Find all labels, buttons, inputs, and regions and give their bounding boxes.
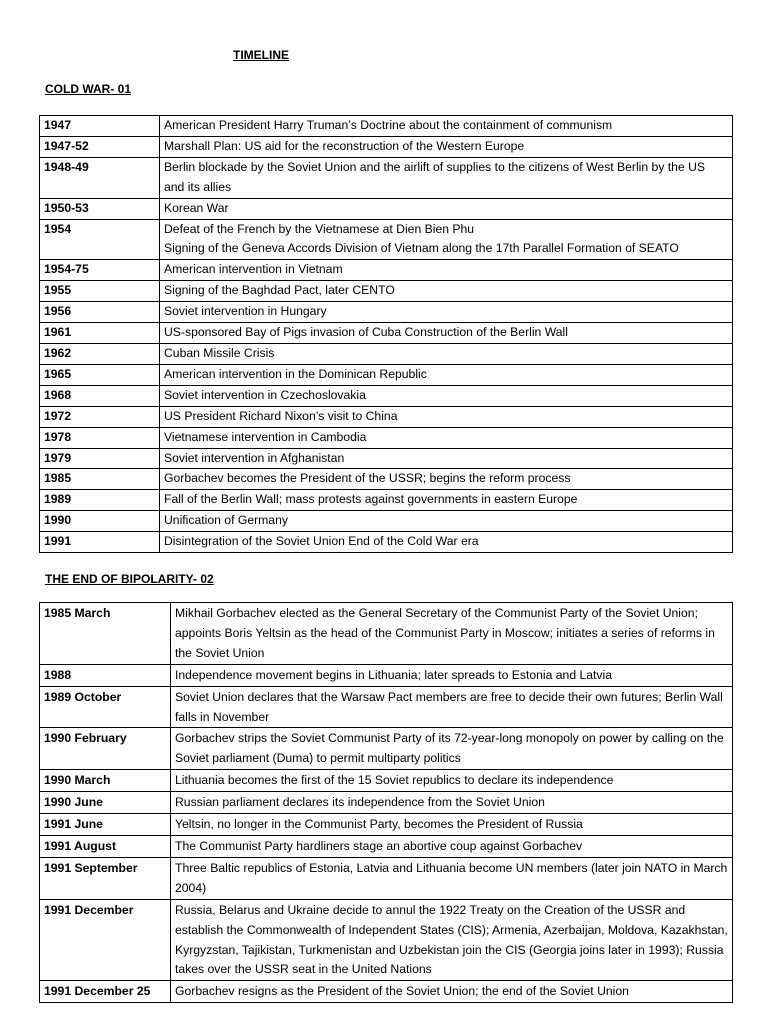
event-cell bbox=[160, 219, 733, 260]
year-cell: 1961 bbox=[40, 323, 160, 344]
event-cell: American intervention in Vietnam bbox=[160, 260, 733, 281]
table-row bbox=[40, 511, 733, 532]
year-cell: 1978 bbox=[40, 427, 160, 448]
year-cell: 1989 bbox=[40, 490, 160, 511]
year-cell: 1956 bbox=[40, 302, 160, 323]
table-row bbox=[40, 343, 733, 364]
table-row bbox=[40, 157, 733, 198]
table-row bbox=[40, 219, 733, 260]
event-cell: Korean War bbox=[160, 198, 733, 219]
year-cell: 1968 bbox=[40, 385, 160, 406]
table-row bbox=[40, 603, 733, 665]
table-row bbox=[40, 364, 733, 385]
event-line: Signing of the Geneva Accords Division of Vietnam along the 17th Parallel Formation of SEATO bbox=[164, 241, 679, 256]
table-row bbox=[40, 385, 733, 406]
year-cell: 1990 bbox=[40, 511, 160, 532]
event-cell: Unification of Germany bbox=[160, 511, 733, 532]
year-cell: 1965 bbox=[40, 364, 160, 385]
table-row bbox=[40, 728, 733, 770]
event-cell: Russian parliament declares its independence from the Soviet Union bbox=[171, 792, 733, 814]
year-cell: 1947 bbox=[40, 116, 160, 137]
table-row bbox=[40, 899, 733, 981]
event-cell: Soviet intervention in Afghanistan bbox=[160, 448, 733, 469]
year-cell: 1955 bbox=[40, 281, 160, 302]
event-cell: Mikhail Gorbachev elected as the General Secretary of the Communist Party of the Soviet Union; appoints Boris Yeltsin as the head of the Communist Party in Moscow; initiates a series of reforms in the Soviet Union bbox=[171, 603, 733, 665]
year-cell: 1962 bbox=[40, 343, 160, 364]
year-cell: 1985 March bbox=[40, 603, 171, 665]
table-row bbox=[40, 792, 733, 814]
event-cell: Russia, Belarus and Ukraine decide to annul the 1922 Treaty on the Creation of the USSR and establish the Commonwealth of Independent States (CIS); Armenia, Azerbaijan, Moldova, Kazakhstan, Kyrgyzstan, Tajikistan, Turkmenistan and Uzbekistan join the CIS (Georgia joins later in 1993); Russia takes over the USSR seat in the United Nations bbox=[171, 899, 733, 981]
year-cell: 1991 September bbox=[40, 857, 171, 899]
year-cell: 1950-53 bbox=[40, 198, 160, 219]
year-cell: 1948-49 bbox=[40, 157, 160, 198]
table-row bbox=[40, 281, 733, 302]
year-cell: 1991 June bbox=[40, 814, 171, 836]
event-cell: Yeltsin, no longer in the Communist Party, becomes the President of Russia bbox=[171, 814, 733, 836]
event-cell: Gorbachev strips the Soviet Communist Party of its 72-year-long monopoly on power by calling on the Soviet parliament (Duma) to permit multiparty politics bbox=[171, 728, 733, 770]
event-cell: Soviet Union declares that the Warsaw Pact members are free to decide their own futures; Berlin Wall falls in November bbox=[171, 686, 733, 728]
event-cell: US-sponsored Bay of Pigs invasion of Cuba Construction of the Berlin Wall bbox=[160, 323, 733, 344]
year-cell: 1991 bbox=[40, 532, 160, 553]
table-row bbox=[40, 116, 733, 137]
table-row bbox=[40, 323, 733, 344]
table-row bbox=[40, 198, 733, 219]
event-cell: Disintegration of the Soviet Union End of the Cold War era bbox=[160, 532, 733, 553]
table-row bbox=[40, 427, 733, 448]
year-cell: 1990 February bbox=[40, 728, 171, 770]
year-cell: 1947-52 bbox=[40, 136, 160, 157]
cold-war-timeline-table bbox=[39, 115, 733, 553]
year-cell: 1991 December bbox=[40, 899, 171, 981]
table-row bbox=[40, 490, 733, 511]
year-cell: 1988 bbox=[40, 664, 171, 686]
table-row bbox=[40, 814, 733, 836]
event-cell: Soviet intervention in Czechoslovakia bbox=[160, 385, 733, 406]
section-heading-cold-war: COLD WAR- 01 bbox=[45, 82, 132, 96]
table-row bbox=[40, 770, 733, 792]
event-cell: Cuban Missile Crisis bbox=[160, 343, 733, 364]
event-cell: The Communist Party hardliners stage an abortive coup against Gorbachev bbox=[171, 835, 733, 857]
event-cell: Vietnamese intervention in Cambodia bbox=[160, 427, 733, 448]
event-cell: American President Harry Truman’s Doctrine about the containment of communism bbox=[160, 116, 733, 137]
event-cell: Fall of the Berlin Wall; mass protests against governments in eastern Europe bbox=[160, 490, 733, 511]
year-cell: 1972 bbox=[40, 406, 160, 427]
table-row bbox=[40, 260, 733, 281]
event-cell: Gorbachev becomes the President of the USSR; begins the reform process bbox=[160, 469, 733, 490]
event-cell: Soviet intervention in Hungary bbox=[160, 302, 733, 323]
event-cell: Three Baltic republics of Estonia, Latvia and Lithuania become UN members (later join NATO in March 2004) bbox=[171, 857, 733, 899]
table-row bbox=[40, 835, 733, 857]
event-cell: Lithuania becomes the first of the 15 Soviet republics to declare its independence bbox=[171, 770, 733, 792]
table-row bbox=[40, 448, 733, 469]
event-cell: US President Richard Nixon’s visit to China bbox=[160, 406, 733, 427]
year-cell: 1954 bbox=[40, 219, 160, 260]
table-row bbox=[40, 686, 733, 728]
event-cell: American intervention in the Dominican Republic bbox=[160, 364, 733, 385]
year-cell: 1990 March bbox=[40, 770, 171, 792]
table-row bbox=[40, 136, 733, 157]
page-title: TIMELINE bbox=[233, 48, 289, 62]
table-row bbox=[40, 532, 733, 553]
event-cell: Berlin blockade by the Soviet Union and the airlift of supplies to the citizens of West Berlin by the US and its allies bbox=[160, 157, 733, 198]
section-heading-end-of-bipolarity: THE END OF BIPOLARITY- 02 bbox=[45, 572, 214, 586]
year-cell: 1989 October bbox=[40, 686, 171, 728]
end-of-bipolarity-timeline-table bbox=[39, 602, 733, 1003]
table-row bbox=[40, 664, 733, 686]
year-cell: 1991 December 25 bbox=[40, 981, 171, 1003]
table-row bbox=[40, 469, 733, 490]
event-cell: Independence movement begins in Lithuania; later spreads to Estonia and Latvia bbox=[171, 664, 733, 686]
table-row bbox=[40, 406, 733, 427]
table-row bbox=[40, 857, 733, 899]
year-cell: 1979 bbox=[40, 448, 160, 469]
event-cell: Marshall Plan: US aid for the reconstruction of the Western Europe bbox=[160, 136, 733, 157]
event-line: Defeat of the French by the Vietnamese at Dien Bien Phu bbox=[164, 221, 475, 236]
table-row bbox=[40, 302, 733, 323]
year-cell: 1990 June bbox=[40, 792, 171, 814]
table-row bbox=[40, 981, 733, 1003]
year-cell: 1991 August bbox=[40, 835, 171, 857]
year-cell: 1954-75 bbox=[40, 260, 160, 281]
year-cell: 1985 bbox=[40, 469, 160, 490]
event-cell: Signing of the Baghdad Pact, later CENTO bbox=[160, 281, 733, 302]
event-cell: Gorbachev resigns as the President of the Soviet Union; the end of the Soviet Union bbox=[171, 981, 733, 1003]
